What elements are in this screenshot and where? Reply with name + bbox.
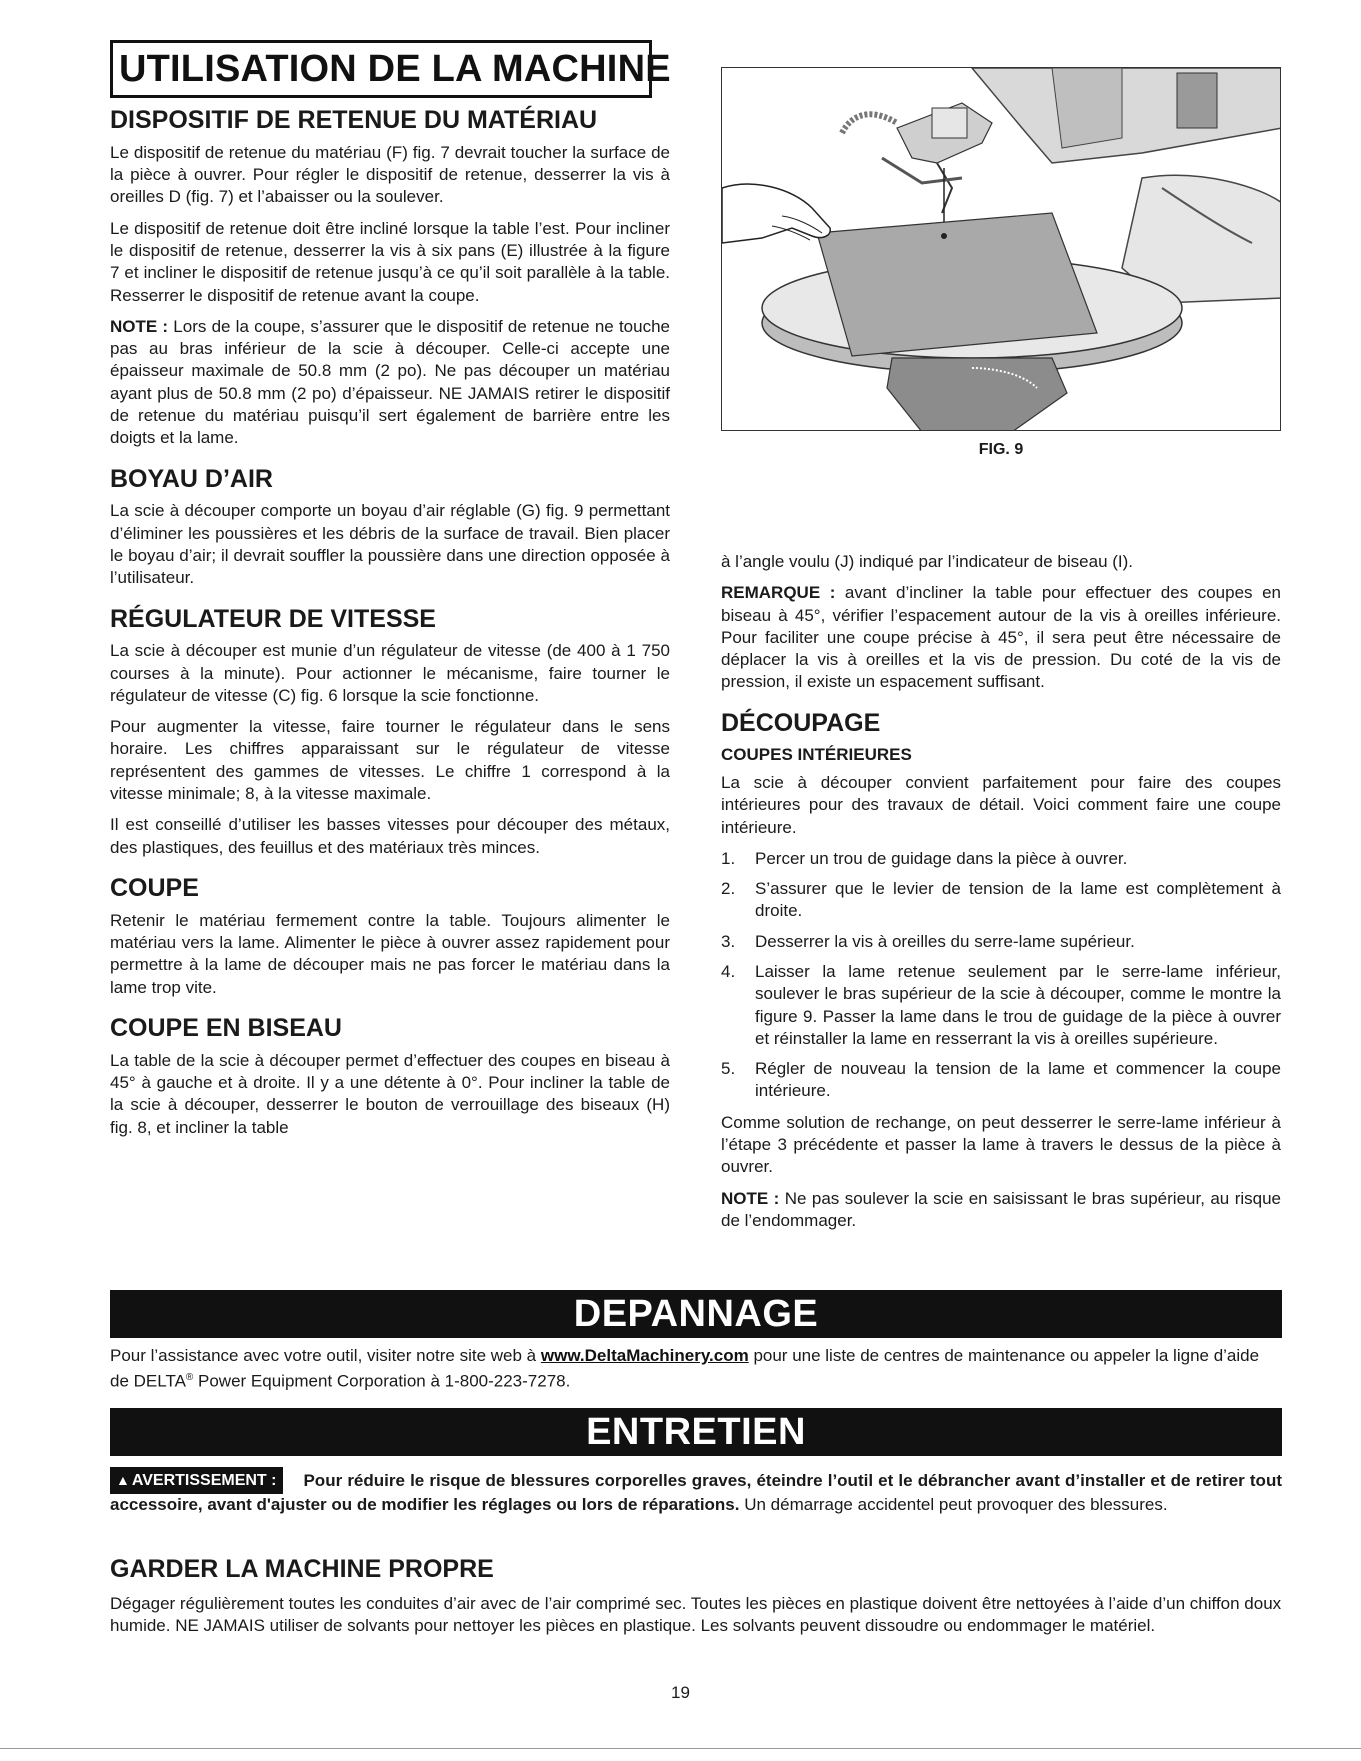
paragraph: Le dispositif de retenue du matériau (F) fig. 7 devrait toucher la surface de la pièce à ouvrer. Pour régler le dispositif de retenue, desserrer la vis à oreilles D (fig. 7) et l’abaisser ou la soulever. — [110, 142, 670, 207]
support-info — [110, 1345, 1282, 1393]
section-title: RÉGULATEUR DE VITESSE — [110, 604, 436, 633]
left-column — [110, 106, 670, 1148]
step-number: 2. — [721, 879, 736, 899]
section-title: COUPE EN BISEAU — [110, 1013, 342, 1042]
warning-text: Un démarrage accidentel peut provoquer des blessures. — [739, 1495, 1168, 1515]
subsection-title: COUPES INTÉRIEURES — [721, 744, 912, 764]
section-coupe — [110, 874, 670, 999]
support-text: Power Equipment Corporation à 1-800-223-7278. — [193, 1371, 571, 1391]
section-title: DISPOSITIF DE RETENUE DU MATÉRIAU — [110, 106, 598, 134]
note-label: NOTE : — [721, 1188, 780, 1208]
warning-bold-text: Pour réduire le risque de blessures corporelles graves, éteindre l’outil et le débrancher avant d’installer et de retirer tout accessoire, avant d'ajuster ou de modifier les réglages ou lors de réparations. — [110, 1471, 1282, 1515]
list-item — [721, 848, 1281, 870]
list-item — [721, 931, 1281, 953]
section-regulateur — [110, 605, 670, 859]
list-item — [721, 961, 1281, 1050]
step-text: S’assurer que le levier de tension de la lame est complètement à droite. — [755, 879, 1281, 921]
section-title: COUPE — [110, 873, 199, 902]
note-text: Ne pas soulever la scie en saisissant le bras supérieur, au risque de l’endommager. — [721, 1188, 1281, 1230]
page-title-box — [110, 40, 671, 98]
steps-list — [721, 848, 1281, 1103]
note-label: NOTE : — [110, 316, 169, 336]
support-paragraph — [110, 1345, 1282, 1393]
figure-9-illustration — [721, 67, 1281, 431]
banner-title: DEPANNAGE — [573, 1292, 819, 1335]
paragraph: Il est conseillé d’utiliser les basses vitesses pour découper des métaux, des plastiques, des feuillus et des matériaux très minces. — [110, 815, 670, 857]
step-text: Laisser la lame retenue seulement par le serre-lame inférieur, soulever le bras supérieur de la scie à découper, comme le montre la figure 9. Passer la lame dans le trou de guidage de la pièce à ouvrer et réinstaller la lame en resserrant la vis à oreilles supérieure. — [755, 962, 1281, 1048]
step-number: 5. — [721, 1059, 736, 1079]
support-text: Pour l’assistance avec votre outil, visiter notre site web à — [110, 1346, 541, 1365]
website-link[interactable]: www.DeltaMachinery.com — [540, 1346, 749, 1365]
paragraph: à l’angle voulu (J) indiqué par l’indicateur de biseau (I). — [721, 552, 1134, 571]
paragraph: La scie à découper comporte un boyau d’air réglable (G) fig. 9 permettant d’éliminer les poussières et les débris de la surface de travail. Bien placer le boyau d’air; il devrait souffler la poussière dans une direction opposée à l’utilisateur. — [110, 501, 670, 588]
note-paragraph — [721, 1188, 1281, 1233]
remark-text: avant d’incliner la table pour effectuer des coupes en biseau à 45°, vérifier l’espacement autour de la vis à oreilles inférieure. Pour faciliter une coupe précise à 45°, il sera peut être nécessaire de déplacer la vis à oreilles et la vis de pression. Du coté de la vis de pression, il existe un espacement suffisant. — [721, 583, 1281, 692]
section-boyau — [110, 465, 670, 590]
paragraph: Comme solution de rechange, on peut desserrer le serre-lame inférieur à l’étape 3 précédente et passer la lame à travers le dessus de la pièce à ouvrer. — [721, 1112, 1281, 1177]
figure-caption: FIG. 9 — [978, 441, 1024, 458]
section-coupe-biseau — [110, 1014, 670, 1139]
warning-label: AVERTISSEMENT : — [131, 1472, 277, 1489]
clean-section-heading — [110, 1555, 1282, 1591]
depannage-banner — [110, 1290, 1282, 1338]
step-text: Régler de nouveau la tension de la lame et commencer la coupe intérieure. — [755, 1059, 1281, 1101]
section-decoupage — [721, 709, 1281, 1232]
section-title: GARDER LA MACHINE PROPRE — [110, 1555, 494, 1583]
section-retenue — [110, 106, 670, 450]
list-item — [721, 878, 1281, 923]
step-number: 3. — [721, 931, 736, 951]
clean-section-body — [110, 1593, 1282, 1638]
paragraph: La scie à découper est munie d’un régulateur de vitesse (de 400 à 1 750 courses à la minute). Pour actionner le mécanisme, faire tourner le régulateur de vitesse (C) fig. 6 lorsque la scie fonctionne. — [110, 641, 670, 705]
warning-triangle-icon: ▲ — [116, 1472, 130, 1488]
entretien-banner — [110, 1408, 1282, 1456]
paragraph: La table de la scie à découper permet d’effectuer des coupes en biseau à 45° à gauche et à droite. Il y a une détente à 0°. Pour incliner la table de la scie à découper, desserrer le bouton de verrouillage des biseaux (H) fig. 8, et incliner la table — [110, 1050, 670, 1137]
remark-label: REMARQUE : — [721, 583, 836, 603]
step-number: 4. — [721, 962, 736, 981]
paragraph: Retenir le matériau fermement contre la table. Toujours alimenter le matériau vers la lame. Alimenter le pièce à ouvrer assez rapidement pour permettre à la lame de découper mais ne pas forcer le matériau dans la lame trop vite. — [110, 910, 670, 997]
paragraph: Pour augmenter la vitesse, faire tourner le régulateur dans le sens horaire. Les chiffres apparaissant sur le régulateur de vitesse représentent des gammes de vitesses. Le chiffre 1 correspond à la vitesse minimale; 8, à la vitesse maximale. — [110, 717, 670, 804]
support-text: pour une liste de centres de maintenance ou appeler la ligne d’aide de DELTA — [110, 1346, 1260, 1391]
registered-mark: ® — [185, 1372, 194, 1384]
step-text: Desserrer la vis à oreilles du serre-lame supérieur. — [755, 931, 1135, 951]
right-column — [721, 551, 1281, 1241]
page-title: UTILISATION DE LA MACHINE — [119, 47, 671, 90]
remark-paragraph — [721, 582, 1281, 693]
paragraph: La scie à découper convient parfaitement pour faire des coupes intérieures pour des travaux de détail. Voici comment faire une coupe intérieure. — [721, 772, 1281, 837]
warning-paragraph — [110, 1467, 1282, 1517]
step-number: 1. — [721, 848, 736, 868]
paragraph: Dégager régulièrement toutes les conduites d’air avec de l’air comprimé sec. Toutes les pièces en plastique doivent être nettoyées à l’aide d’un chiffon doux humide. NE JAMAIS utiliser de solvants pour nettoyer les pièces en plastique. Les solvants peuvent dissoudre ou endommager le matériel. — [110, 1594, 1282, 1636]
warning-block — [110, 1467, 1282, 1517]
scroll-saw-illustration — [722, 68, 1281, 431]
page-number: 19 — [671, 1683, 690, 1702]
section-title: BOYAU D’AIR — [110, 464, 273, 493]
banner-title: ENTRETIEN — [586, 1410, 806, 1453]
paragraph: Le dispositif de retenue doit être incliné lorsque la table l’est. Pour incliner le dispositif de retenue, desserrer la vis à six pans (E) illustrée à la figure 7 et incliner le dispositif de retenue jusqu’à ce qu’il soit parallèle à la table. Resserrer le dispositif de retenue avant la coupe. — [110, 218, 670, 305]
list-item — [721, 1058, 1281, 1103]
note-paragraph — [110, 316, 670, 450]
note-text: Lors de la coupe, s’assurer que le dispositif de retenue ne touche pas au bras inférieur de la scie à découper. Celle-ci accepte une épaisseur maximale de 50.8 mm (2 po). Ne pas découper un matériau ayant plus de 50.8 mm (2 po) d’épaisseur. NE JAMAIS retirer le dispositif de retenue du matériau puisqu’il sert également de barrière entre les doigts et la lame. — [110, 316, 670, 448]
bottom-rule — [0, 1748, 1361, 1749]
step-text: Percer un trou de guidage dans la pièce à ouvrer. — [755, 848, 1128, 868]
section-title: DÉCOUPAGE — [721, 708, 881, 737]
warning-badge — [110, 1467, 283, 1494]
